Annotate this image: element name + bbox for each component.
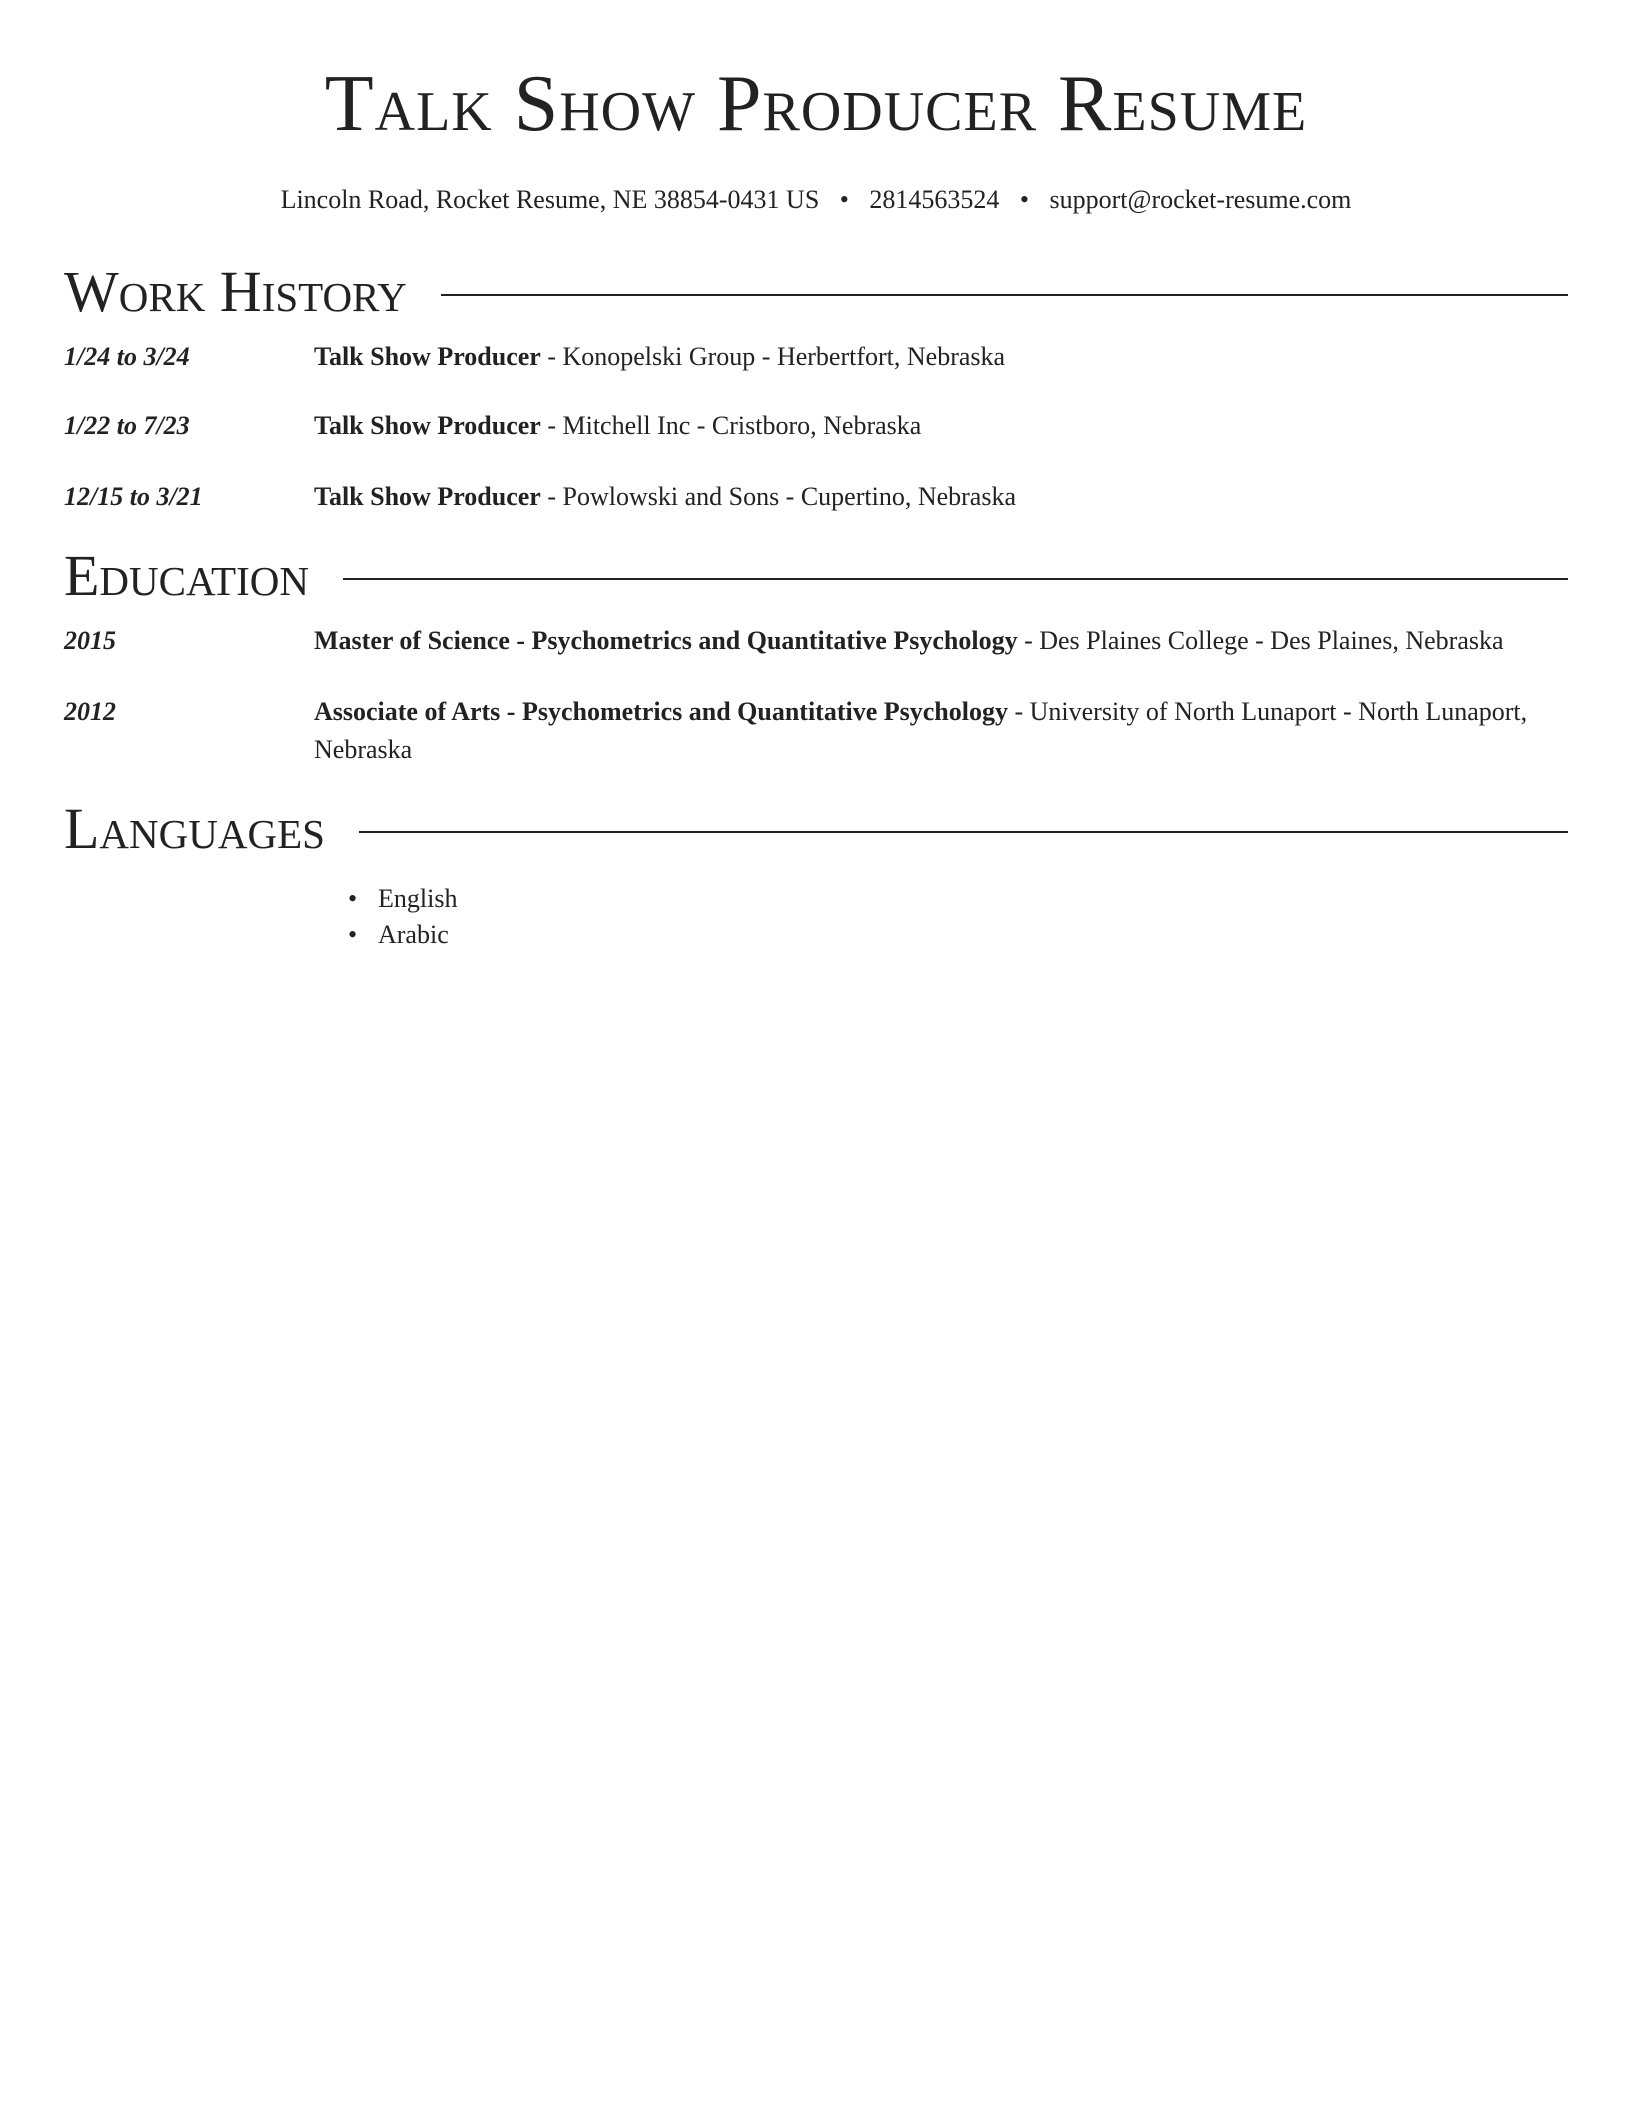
work-entry-body (314, 407, 1568, 445)
work-entry (64, 338, 1568, 376)
work-entry-date: 1/22 to 7/23 (64, 411, 190, 440)
work-entry-role: Talk Show Producer (314, 342, 541, 371)
contact-address: Lincoln Road, Rocket Resume, NE 38854-0431 US (280, 185, 820, 214)
work-entry-role: Talk Show Producer (314, 482, 541, 511)
work-entry (64, 407, 1568, 445)
contact-email: support@rocket-resume.com (1049, 185, 1352, 214)
language-name: Arabic (378, 920, 449, 949)
work-entry-date: 1/24 to 3/24 (64, 342, 190, 371)
education-entry-details: - University of North Lunaport - North Lunaport, Nebraska (314, 697, 1528, 764)
contact-separator: • (839, 185, 849, 214)
work-entry-details: - Powlowski and Sons - Cupertino, Nebraska (540, 482, 1017, 511)
work-entry-details: - Mitchell Inc - Cristboro, Nebraska (540, 411, 922, 440)
contact-separator: • (1019, 185, 1029, 214)
education-entry-degree: Master of Science - Psychometrics and Quantitative Psychology (314, 626, 1018, 655)
work-entry-body (314, 338, 1568, 376)
bullet-icon: • (348, 920, 358, 949)
section-divider (359, 831, 1568, 833)
bullet-icon: • (348, 884, 358, 913)
languages-list (64, 881, 1568, 953)
section-divider (343, 578, 1568, 580)
language-item (348, 917, 1568, 953)
work-entry-role: Talk Show Producer (314, 411, 541, 440)
education-entry (64, 622, 1568, 660)
contact-phone: 2814563524 (869, 185, 1000, 214)
education-heading: Education (64, 543, 309, 608)
education-entry-degree: Associate of Arts - Psychometrics and Quantitative Psychology (314, 697, 1008, 726)
work-entry-details: - Konopelski Group - Herbertfort, Nebraska (540, 342, 1006, 371)
education-entry (64, 693, 1568, 769)
education-entry-body (314, 693, 1568, 769)
education-entry-details: - Des Plaines College - Des Plaines, Nebraska (1017, 626, 1504, 655)
language-item (348, 881, 1568, 917)
education-entry-date: 2012 (64, 697, 116, 726)
education-header (64, 544, 1568, 608)
education-entry-body (314, 622, 1568, 660)
work-entry (64, 478, 1568, 516)
languages-heading: Languages (64, 796, 325, 861)
language-name: English (378, 884, 458, 913)
languages-header (64, 797, 1568, 861)
work-entry-body (314, 478, 1568, 516)
work-history-header (64, 260, 1568, 324)
resume-title: Talk Show Producer Resume (324, 60, 1308, 148)
education-entry-date: 2015 (64, 626, 116, 655)
contact-line (64, 184, 1568, 216)
section-divider (441, 294, 1568, 296)
work-entry-date: 12/15 to 3/21 (64, 482, 203, 511)
work-history-heading: Work History (64, 259, 407, 324)
